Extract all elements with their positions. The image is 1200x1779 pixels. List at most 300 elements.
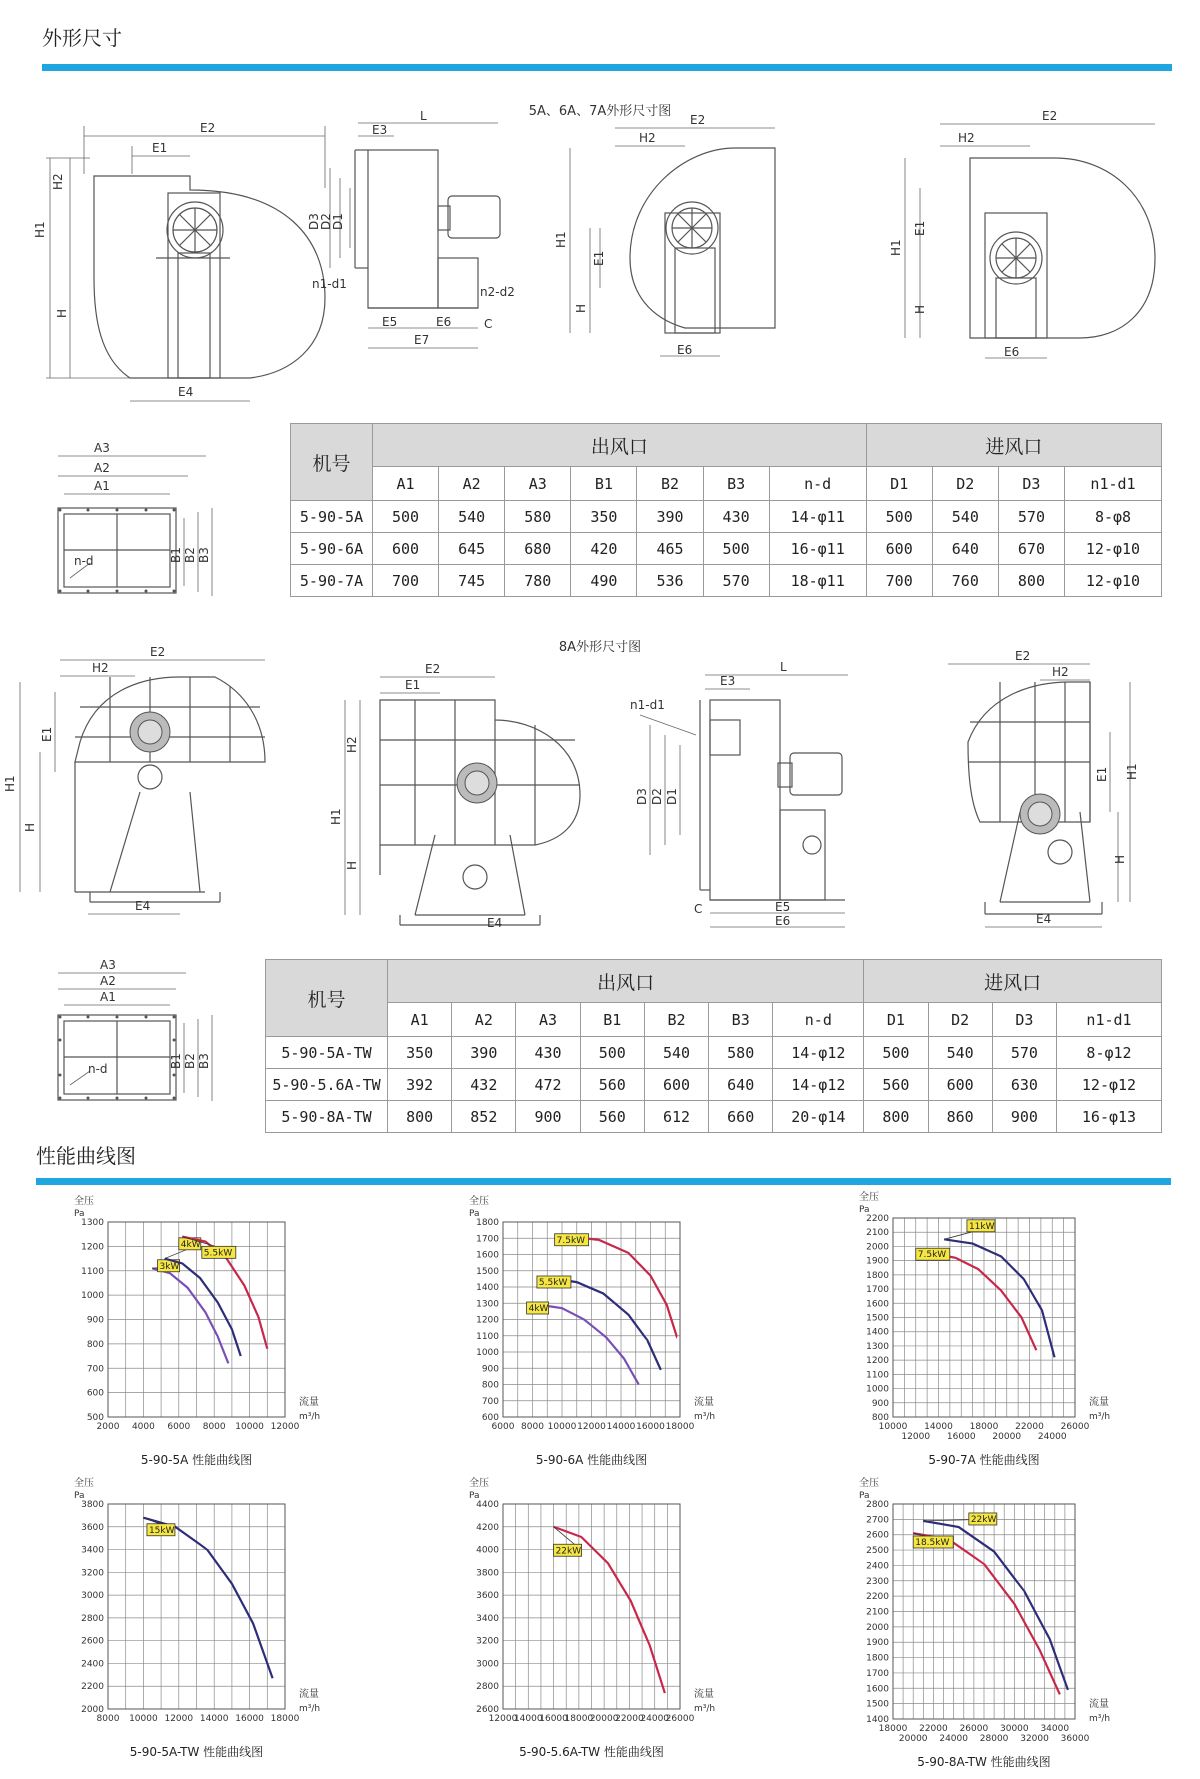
dim-label: H1	[889, 239, 903, 256]
caption-group2: 8A外形尺寸图	[558, 640, 642, 655]
table-cell: 852	[452, 1101, 516, 1133]
y-tick-label: 1600	[866, 1299, 889, 1310]
th-col: D3	[992, 1003, 1056, 1037]
table-row	[291, 533, 1162, 565]
y-tick-label: 1300	[866, 1341, 889, 1352]
x-tick-label: 12000	[270, 1422, 300, 1432]
performance-chart-5a	[60, 1192, 380, 1472]
dim-label: C	[694, 902, 703, 916]
dim-label: H	[345, 860, 359, 870]
y-tick-label: 1700	[866, 1285, 889, 1296]
y-tick-label: 2200	[866, 1592, 889, 1603]
y-tick-label: 2400	[81, 1659, 104, 1670]
drawing-outlet-flange-2	[50, 958, 250, 1120]
x-tick-label: 18000	[665, 1422, 695, 1432]
x-axis-unit: m³/h	[1089, 1412, 1111, 1422]
th-col: B3	[709, 1003, 773, 1037]
table-cell: 640	[932, 533, 998, 565]
x-tick-label: 14000	[199, 1714, 229, 1724]
dim-label: H1	[33, 221, 47, 238]
dim-label: D2	[319, 213, 333, 230]
th-col: A1	[388, 1003, 452, 1037]
y-axis-unit: Pa	[859, 1491, 870, 1501]
series-label: 22kW	[555, 1546, 582, 1557]
th-col: A2	[439, 467, 505, 501]
th-col: D1	[864, 1003, 928, 1037]
y-axis-title: 全压	[74, 1478, 94, 1489]
dim-label: H1	[1125, 763, 1139, 780]
x-tick-label: 20000	[992, 1432, 1022, 1442]
section-divider	[36, 1178, 1171, 1185]
drawing-8a-rear-view-2	[940, 649, 1190, 932]
dim-label: B1	[169, 547, 183, 563]
dim-label: E6	[436, 315, 452, 329]
y-tick-label: 1100	[866, 1370, 889, 1381]
x-tick-label: 18000	[878, 1724, 908, 1734]
table-row	[291, 501, 1162, 533]
series-label: 4kW	[528, 1304, 549, 1314]
x-tick-label: 6000	[491, 1422, 515, 1432]
x-axis-title: 流量	[1089, 1397, 1109, 1408]
series-line	[143, 1518, 272, 1679]
dim-label: E4	[487, 916, 503, 930]
dim-label: A3	[100, 958, 116, 972]
series-label: 3kW	[159, 1261, 180, 1272]
chart-title: 5-90-8A-TW 性能曲线图	[917, 1755, 1051, 1769]
x-tick-label: 16000	[235, 1714, 264, 1724]
th-col: B1	[580, 1003, 644, 1037]
performance-chart-6a	[455, 1192, 775, 1472]
table-cell: 350	[571, 501, 637, 533]
dim-label: L	[420, 109, 427, 123]
y-tick-label: 1400	[866, 1715, 889, 1725]
th-col: A3	[516, 1003, 580, 1037]
dim-label: B2	[183, 1053, 197, 1069]
x-axis-title: 流量	[694, 1397, 714, 1408]
table-cell: 700	[866, 565, 932, 597]
y-tick-label: 4000	[476, 1545, 499, 1556]
x-tick-label: 18000	[969, 1422, 999, 1432]
x-tick-label: 24000	[939, 1734, 968, 1744]
y-tick-label: 2600	[476, 1705, 499, 1715]
table-cell: 600	[866, 533, 932, 565]
table-cell: 580	[709, 1037, 773, 1069]
y-tick-label: 1300	[476, 1299, 499, 1310]
series-label: 15kW	[148, 1525, 175, 1536]
th-col: n-d	[773, 1003, 864, 1037]
spec-table-1	[290, 423, 1162, 597]
x-tick-label: 16000	[539, 1714, 568, 1724]
dim-label: E2	[425, 662, 441, 676]
y-tick-label: 2000	[866, 1242, 889, 1253]
x-axis-unit: m³/h	[694, 1704, 716, 1714]
y-axis-unit: Pa	[859, 1205, 870, 1215]
table-cell: 630	[992, 1069, 1056, 1101]
dim-label: E1	[1095, 766, 1109, 782]
dim-label: B1	[169, 1053, 183, 1069]
table-cell: 540	[928, 1037, 992, 1069]
dim-label: H2	[639, 131, 656, 145]
dim-label: D3	[635, 788, 649, 805]
x-tick-label: 16000	[946, 1432, 976, 1442]
y-tick-label: 2100	[866, 1607, 889, 1618]
dim-label: B2	[183, 547, 197, 563]
th-col: A2	[452, 1003, 516, 1037]
dim-label: A3	[94, 441, 110, 455]
x-tick-label: 12000	[577, 1422, 606, 1432]
dim-label: E1	[405, 678, 421, 692]
table-cell: 12-φ10	[1065, 533, 1162, 565]
y-tick-label: 2800	[81, 1613, 104, 1624]
series-label: 5.5kW	[203, 1248, 233, 1259]
x-tick-label: 18000	[564, 1714, 594, 1724]
y-tick-label: 2300	[866, 1576, 889, 1587]
dim-label: E4	[178, 385, 194, 399]
x-tick-label: 22000	[615, 1714, 644, 1724]
dim-label: H1	[329, 808, 343, 825]
table-cell: 14-φ12	[773, 1069, 864, 1101]
th-outlet: 出风口	[373, 424, 867, 467]
dim-label: H	[913, 304, 927, 314]
dim-label: B3	[197, 1053, 211, 1069]
x-tick-label: 12000	[488, 1714, 518, 1724]
dim-label: E1	[913, 220, 927, 236]
table-cell: 5-90-6A	[291, 533, 373, 565]
y-tick-label: 2100	[866, 1228, 889, 1239]
table-cell: 16-φ13	[1057, 1101, 1162, 1133]
table-row	[266, 1037, 1162, 1069]
x-tick-label: 4000	[131, 1422, 155, 1432]
y-tick-label: 3600	[81, 1522, 104, 1533]
x-axis-unit: m³/h	[299, 1704, 321, 1714]
y-axis-unit: Pa	[469, 1209, 480, 1219]
series-label: 11kW	[968, 1221, 995, 1232]
table-cell: 536	[637, 565, 703, 597]
x-tick-label: 10000	[878, 1422, 908, 1432]
table-cell: 490	[571, 565, 637, 597]
dim-label: E1	[592, 250, 606, 266]
th-col: B2	[637, 467, 703, 501]
table-cell: 5-90-7A	[291, 565, 373, 597]
dim-label: H	[55, 308, 69, 318]
table-cell: 600	[644, 1069, 708, 1101]
table-cell: 5-90-5A	[291, 501, 373, 533]
table-cell: 570	[992, 1037, 1056, 1069]
dim-label: E2	[1015, 649, 1031, 663]
y-tick-label: 1200	[81, 1242, 104, 1253]
series-label: 18.5kW	[915, 1538, 950, 1548]
x-tick-label: 12000	[164, 1714, 194, 1724]
performance-chart-8a-tw	[845, 1474, 1170, 1774]
y-tick-label: 1900	[866, 1638, 889, 1649]
drawing-8a-side-view	[630, 660, 880, 935]
table-cell: 430	[516, 1037, 580, 1069]
x-axis-unit: m³/h	[299, 1412, 321, 1422]
y-tick-label: 1600	[866, 1684, 889, 1695]
table-cell: 600	[928, 1069, 992, 1101]
x-axis-title: 流量	[694, 1689, 714, 1700]
x-tick-label: 20000	[589, 1714, 619, 1724]
th-col: D3	[998, 467, 1064, 501]
table-cell: 500	[866, 501, 932, 533]
table-cell: 780	[505, 565, 571, 597]
table-cell: 16-φ11	[769, 533, 866, 565]
drawing-5a-rear-view-2	[889, 109, 1180, 408]
performance-chart-5a-tw	[60, 1474, 380, 1764]
table-cell: 580	[505, 501, 571, 533]
table-cell: 900	[516, 1101, 580, 1133]
y-tick-label: 1200	[866, 1356, 889, 1367]
dim-label: A2	[100, 974, 116, 988]
table-cell: 500	[373, 501, 439, 533]
x-tick-label: 22000	[919, 1724, 948, 1734]
table-cell: 500	[864, 1037, 928, 1069]
dim-label: H2	[92, 661, 109, 675]
y-tick-label: 1000	[476, 1348, 499, 1358]
dim-label: n-d	[88, 1062, 108, 1076]
y-tick-label: 1500	[476, 1266, 499, 1277]
dim-label: n1-d1	[630, 698, 665, 712]
series-line	[555, 1279, 661, 1370]
dim-label: H	[574, 303, 588, 313]
section-title-dimensions: 外形尺寸	[42, 26, 122, 50]
y-tick-label: 3000	[476, 1659, 499, 1670]
table-row	[291, 565, 1162, 597]
y-tick-label: 1100	[81, 1266, 104, 1277]
spec-table-2	[265, 959, 1162, 1133]
table-cell: 560	[580, 1101, 644, 1133]
x-tick-label: 14000	[606, 1422, 636, 1432]
table-cell: 612	[644, 1101, 708, 1133]
table-cell: 430	[703, 501, 769, 533]
th-col: B2	[644, 1003, 708, 1037]
table-cell: 540	[439, 501, 505, 533]
table-cell: 560	[580, 1069, 644, 1101]
table-cell: 5-90-8A-TW	[266, 1101, 388, 1133]
y-tick-label: 800	[86, 1339, 104, 1350]
table-cell: 8-φ8	[1065, 501, 1162, 533]
section-divider	[42, 64, 1172, 71]
dim-label: E1	[152, 141, 168, 155]
x-tick-label: 24000	[640, 1714, 670, 1724]
th-outlet: 出风口	[388, 960, 864, 1003]
table-cell: 12-φ10	[1065, 565, 1162, 597]
dim-label: n1-d1	[312, 277, 347, 291]
x-tick-label: 22000	[1015, 1422, 1044, 1432]
x-tick-label: 10000	[129, 1714, 158, 1724]
y-tick-label: 900	[481, 1364, 499, 1375]
table-cell: 5-90-5.6A-TW	[266, 1069, 388, 1101]
y-tick-label: 800	[481, 1380, 499, 1391]
section-title-performance: 性能曲线图	[36, 1144, 136, 1168]
table-cell: 645	[439, 533, 505, 565]
chart-title: 5-90-5.6A-TW 性能曲线图	[519, 1745, 664, 1759]
drawing-8a-front-view	[3, 645, 270, 917]
x-tick-label: 10000	[547, 1422, 577, 1432]
y-tick-label: 2400	[866, 1561, 889, 1572]
y-tick-label: 1800	[866, 1270, 889, 1281]
x-tick-label: 26000	[1060, 1422, 1090, 1432]
dim-label: D3	[307, 213, 321, 230]
dim-label: H2	[1052, 665, 1069, 679]
table-cell: 560	[864, 1069, 928, 1101]
caption-group1: 5A、6A、7A外形尺寸图	[528, 104, 672, 119]
y-tick-label: 1300	[81, 1218, 104, 1228]
dim-label: H1	[554, 231, 568, 248]
y-tick-label: 900	[871, 1398, 889, 1409]
y-tick-label: 1000	[866, 1384, 889, 1395]
y-tick-label: 500	[86, 1413, 104, 1423]
dim-label: E5	[775, 900, 791, 914]
dim-label: E1	[40, 726, 54, 742]
th-inlet: 进风口	[866, 424, 1161, 467]
table-cell: 670	[998, 533, 1064, 565]
dim-label: L	[780, 660, 787, 674]
dim-label: E2	[200, 121, 216, 135]
y-axis-title: 全压	[859, 1192, 879, 1203]
table-cell: 14-φ11	[769, 501, 866, 533]
table-cell: 570	[998, 501, 1064, 533]
table-cell: 900	[992, 1101, 1056, 1133]
x-tick-label: 26000	[959, 1724, 989, 1734]
y-tick-label: 2000	[866, 1622, 889, 1633]
chart-title: 5-90-6A 性能曲线图	[535, 1453, 648, 1467]
y-axis-unit: Pa	[469, 1491, 480, 1501]
table-cell: 600	[373, 533, 439, 565]
x-tick-label: 14000	[924, 1422, 953, 1432]
dim-label: H2	[958, 131, 975, 145]
series-label: 7.5kW	[917, 1250, 947, 1261]
th-inlet: 进风口	[864, 960, 1162, 1003]
dim-label: B3	[197, 547, 211, 563]
dim-label: A1	[100, 990, 116, 1004]
y-tick-label: 1600	[476, 1250, 499, 1261]
dim-label: A1	[94, 479, 110, 493]
y-axis-unit: Pa	[74, 1209, 85, 1219]
y-tick-label: 4400	[476, 1500, 499, 1510]
dim-label: H2	[51, 173, 65, 190]
th-col: D2	[932, 467, 998, 501]
dim-label: E6	[1004, 345, 1020, 359]
y-tick-label: 1500	[866, 1699, 889, 1710]
y-tick-label: 1100	[476, 1331, 499, 1342]
x-axis-unit: m³/h	[694, 1412, 716, 1422]
table-cell: 745	[439, 565, 505, 597]
y-tick-label: 3600	[476, 1591, 499, 1602]
table-cell: 680	[505, 533, 571, 565]
y-tick-label: 3800	[81, 1500, 104, 1510]
chart-title: 5-90-7A 性能曲线图	[928, 1453, 1040, 1467]
y-tick-label: 4200	[476, 1522, 499, 1533]
y-tick-label: 3400	[81, 1545, 104, 1556]
series-label: 4kW	[180, 1239, 201, 1250]
th-col: B3	[703, 467, 769, 501]
y-tick-label: 2000	[81, 1705, 104, 1715]
x-tick-label: 28000	[979, 1734, 1009, 1744]
dim-label: H	[1113, 854, 1127, 864]
table-cell: 860	[928, 1101, 992, 1133]
th-model: 机号	[291, 424, 373, 501]
series-line	[152, 1268, 228, 1363]
dim-label: E5	[382, 315, 398, 329]
y-tick-label: 2800	[866, 1500, 889, 1510]
table-cell: 800	[388, 1101, 452, 1133]
dim-label: E2	[150, 645, 166, 659]
x-tick-label: 16000	[636, 1422, 665, 1432]
series-line	[944, 1239, 1054, 1357]
y-axis-title: 全压	[74, 1196, 94, 1207]
table-row	[266, 1101, 1162, 1133]
y-tick-label: 2500	[866, 1546, 889, 1557]
x-tick-label: 20000	[898, 1734, 928, 1744]
y-tick-label: 1000	[81, 1291, 104, 1302]
y-tick-label: 2700	[866, 1515, 889, 1526]
drawing-5a-rear-view	[554, 113, 885, 408]
dim-label: E7	[414, 333, 430, 347]
x-tick-label: 18000	[270, 1714, 300, 1724]
dim-label: H2	[345, 736, 359, 753]
y-tick-label: 1800	[866, 1653, 889, 1664]
table-cell: 390	[637, 501, 703, 533]
performance-chart-7a	[845, 1188, 1170, 1472]
dim-label: E3	[372, 123, 388, 137]
x-axis-title: 流量	[299, 1397, 319, 1408]
y-tick-label: 3200	[81, 1568, 104, 1579]
y-tick-label: 600	[86, 1388, 104, 1399]
dim-label: n-d	[74, 554, 94, 568]
y-tick-label: 1700	[476, 1234, 499, 1245]
th-col: n1-d1	[1057, 1003, 1162, 1037]
th-col: n1-d1	[1065, 467, 1162, 501]
x-tick-label: 30000	[1000, 1724, 1029, 1734]
y-tick-label: 3200	[476, 1636, 499, 1647]
y-tick-label: 1500	[866, 1313, 889, 1324]
drawing-5a-side-view	[307, 109, 550, 358]
dim-label: E6	[677, 343, 693, 357]
y-tick-label: 1800	[476, 1218, 499, 1228]
dim-label: E4	[135, 899, 151, 913]
drawing-8a-rear-view	[325, 662, 595, 930]
table-cell: 660	[709, 1101, 773, 1133]
x-tick-label: 26000	[665, 1714, 695, 1724]
x-tick-label: 8000	[521, 1422, 544, 1432]
x-tick-label: 34000	[1040, 1724, 1070, 1734]
th-model: 机号	[266, 960, 388, 1037]
table-cell: 350	[388, 1037, 452, 1069]
dim-label: C	[484, 317, 493, 331]
dim-label: H	[23, 822, 37, 832]
x-tick-label: 8000	[202, 1422, 226, 1432]
x-axis-unit: m³/h	[1089, 1714, 1111, 1724]
table-cell: 800	[864, 1101, 928, 1133]
table-cell: 20-φ14	[773, 1101, 864, 1133]
table-cell: 420	[571, 533, 637, 565]
series-line	[540, 1305, 639, 1385]
y-tick-label: 3400	[476, 1613, 499, 1624]
y-tick-label: 1700	[866, 1668, 889, 1679]
table-cell: 390	[452, 1037, 516, 1069]
y-axis-title: 全压	[469, 1196, 489, 1207]
x-tick-label: 24000	[1037, 1432, 1067, 1442]
y-tick-label: 3000	[81, 1591, 104, 1602]
y-tick-label: 700	[481, 1396, 499, 1407]
th-col: A3	[505, 467, 571, 501]
table-cell: 18-φ11	[769, 565, 866, 597]
drawing-outlet-flange-1	[50, 441, 250, 603]
y-tick-label: 600	[481, 1413, 499, 1423]
series-line	[913, 1533, 1060, 1694]
table-cell: 8-φ12	[1057, 1037, 1162, 1069]
